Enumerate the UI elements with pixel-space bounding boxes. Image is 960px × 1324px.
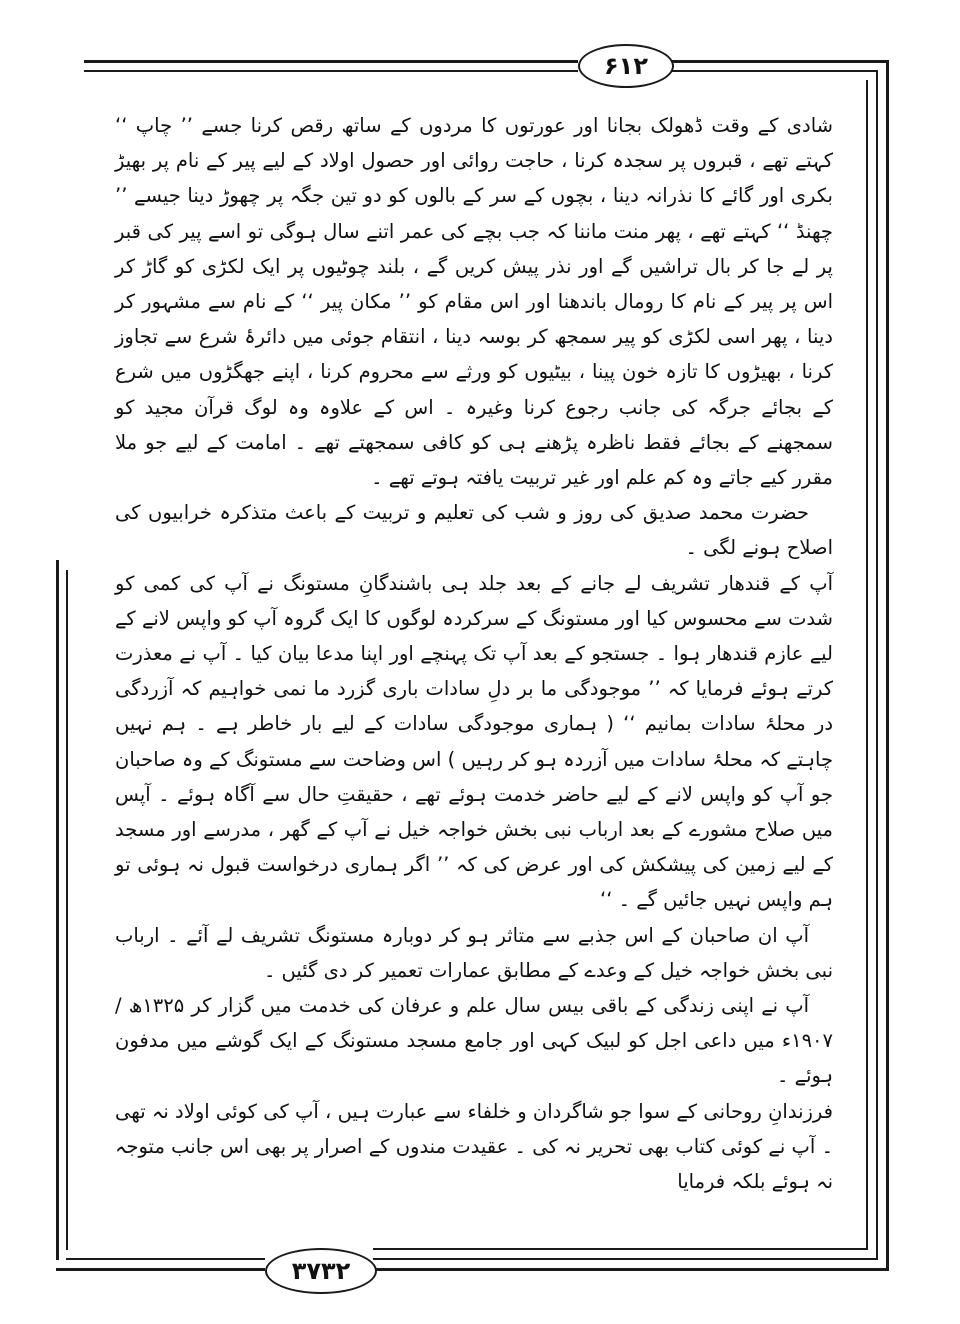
frame-bottom-line-outer: [56, 1268, 265, 1271]
page-number-bottom: ۳۷۳۲: [265, 1248, 377, 1294]
frame-top-right-line-outer: [670, 60, 888, 63]
frame-top-right-line-inner: [670, 70, 878, 72]
frame-right-line-outer: [886, 60, 889, 1270]
frame-top-line-outer: [84, 60, 578, 63]
body-text: [115, 108, 833, 1199]
frame-bottom-right-line-outer: [373, 1268, 889, 1271]
paragraph: آپ کے قندھار تشریف لے جانے کے بعد جلد ہی باشندگانِ مستونگ نے آپ کی کمی کو شدت سے محسوس کیا اور مستونگ کے سرکردہ لوگوں کا ایک گروہ آپ کو واپس لانے کے لیے عازم قندھار ہوا ۔ جستجو کے بعد آپ تک پہنچے اور اپنا مدعا بیان کیا ۔ آپ نے معذرت کرتے ہوئے فرمایا کہ ’’ موجودگی ما بر دلِ سادات باری گزرد ما نمی خواہیم کہ آزردگی در محلۂ سادات بمانیم ‘‘ ( ہماری موجودگی سادات کے لیے بار خاطر ہے ۔ ہم نہیں چاہتے کہ محلۂ سادات میں آزردہ ہو کر رہیں ) اس وضاحت سے مستونگ کے وہ صاحبان جو آپ کو واپس لانے کے لیے حاضر خدمت ہوئے تھے ، حقیقتِ حال سے آگاہ ہوئے ۔ آپس میں صلاح مشورے کے بعد ارباب نبی بخش خواجہ خیل نے آپ کے گھر ، مدرسے اور مسجد کے لیے زمین کی پیشکش کی اور عرض کی کہ ’’ اگر ہماری درخواست قبول نہ ہوئی تو ہم واپس نہیں جائیں گے ۔ ‘‘: [115, 571, 833, 912]
paragraph: شادی کے وقت ڈھولک بجانا اور عورتوں کا مردوں کے ساتھ رقص کرنا جسے ’’ چاپ ‘‘ کہتے تھے ، قبروں پر سجدہ کرنا ، حاجت روائی اور حصول اولاد کے لیے پیر کے نام پر بھیڑ بکری اور گائے کا نذرانہ دینا ، بچوں کے سر کے بالوں کو دو تین جگہ پر چھوڑ دینا جیسے ’’ چھنڈ ‘‘ کہتے تھے ، پھر منت ماننا کہ جب بچے کی عمر اتنے سال ہوگی تو اسے پیر کی قبر پر لے جا کر بال تراشیں گے اور نذر پیش کریں گے ، بلند چوٹیوں پر ایک لکڑی کو گاڑ کر اس پر پیر کے نام کا رومال باندھنا اور اس مقام کو ’’ مکان پیر ‘‘ کے نام سے مشہور کر دینا ، پھر اسی لکڑی کو پیر سمجھ کر بوسہ دینا ، انتقام جوئی میں دائرۂ شرع سے تجاوز کرنا ، بھیڑوں کا تازہ خون پینا ، بیٹیوں کو ورثے سے محروم کرنا ، اپنے جھگڑوں میں شرع کے بجائے جرگہ کی جانب رجوع کرنا وغیرہ ۔ اس کے علاوہ وہ لوگ قرآن مجید کو سمجھنے کے بجائے فقط ناظرہ پڑھنے ہی کو کافی سمجھتے تھے ۔ امامت کے لیے جو ملا مقرر کیے جاتے وہ کم علم اور غیر تربیت یافتہ ہوتے تھے ۔: [115, 114, 833, 490]
paragraph: آپ نے اپنی زندگی کے باقی بیس سال علم و عرفان کی خدمت میں گزار کر ۱۳۲۵ھ / ۱۹۰۷ء میں داعی اجل کو لبیک کہی اور جامع مسجد مستونگ کے ایک گوشے میں مدفون ہوئے ۔: [115, 994, 833, 1088]
frame-right-line-inner: [866, 80, 868, 1250]
frame-left-line-outer: [56, 560, 59, 1260]
paragraph: فرزندانِ روحانی کے سوا جو شاگردان و خلفاء سے عبارت ہیں ، آپ کی کوئی اولاد نہ تھی ۔ آپ نے کوئی کتاب بھی تحریر نہ کی ۔ عقیدت مندوں کے اصرار پر بھی اس جانب متوجہ نہ ہوئے بلکہ فرمایا: [115, 1099, 833, 1194]
frame-bottom-line-inner: [66, 1258, 265, 1260]
frame-left-line-inner: [66, 570, 68, 1250]
frame-right-line-middle: [876, 70, 878, 1260]
page-number-top: ۶۱۲: [578, 44, 674, 88]
frame-bottom-right-line-inner: [373, 1258, 878, 1260]
paragraph: حضرت محمد صدیق کی روز و شب کی تعلیم و تربیت کے باعث متذکرہ خرابیوں کی اصلاح ہونے لگی ۔: [115, 501, 833, 560]
frame-bottom-right-line-third: [373, 1248, 868, 1250]
paragraph: آپ ان صاحبان کے اس جذبے سے متاثر ہو کر دوبارہ مستونگ تشریف لے آئے ۔ ارباب نبی بخش خواجہ خیل کے وعدے کے مطابق عمارات تعمیر کر دی گئیں ۔: [115, 923, 833, 982]
frame-top-line-inner: [84, 70, 578, 72]
